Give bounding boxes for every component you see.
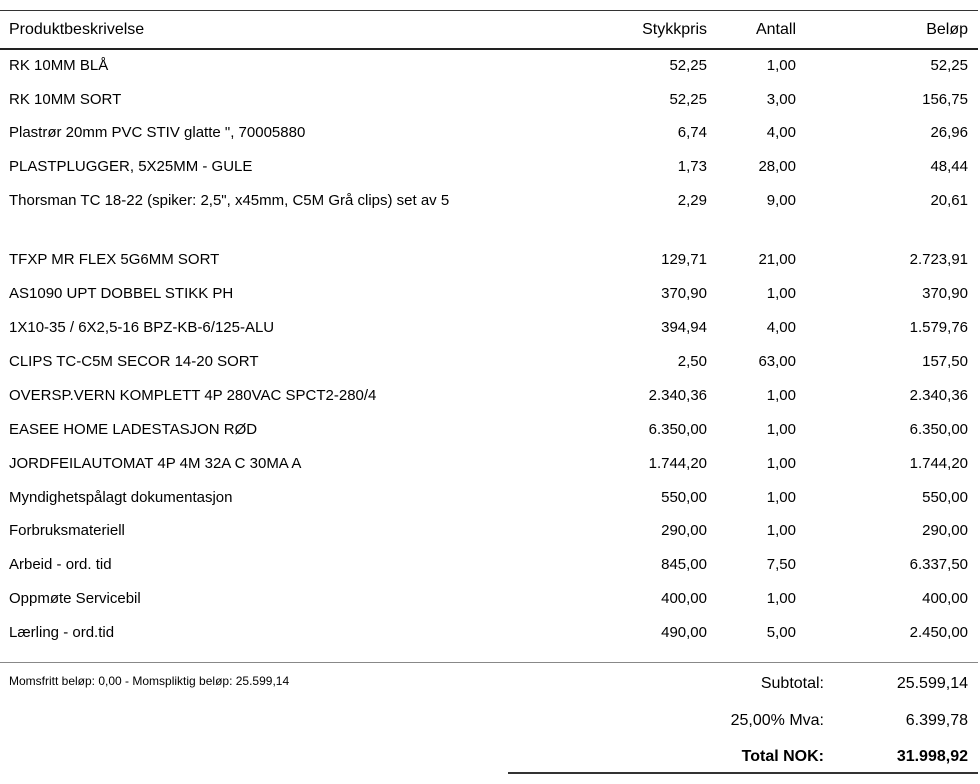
line-amount: 156,75 [922,91,968,108]
line-unit-price: 2.340,36 [648,387,707,404]
line-amount: 2.340,36 [909,387,968,404]
total-value: 31.998,92 [896,748,968,765]
line-quantity: 4,00 [766,124,796,141]
line-quantity: 7,50 [766,556,796,573]
line-amount: 6.350,00 [909,421,968,438]
line-unit-price: 490,00 [661,624,707,641]
subtotal-value: 25.599,14 [896,675,968,692]
line-amount: 1.579,76 [909,319,968,336]
line-unit-price: 1,73 [677,158,707,175]
line-quantity: 1,00 [766,285,796,302]
line-amount: 52,25 [930,57,968,74]
line-description: JORDFEILAUTOMAT 4P 4M 32A C 30MA A [9,455,302,472]
subtotal-label: Subtotal: [760,675,824,692]
line-description: EASEE HOME LADESTASJON RØD [9,421,258,438]
line-quantity: 1,00 [766,455,796,472]
line-quantity: 63,00 [758,353,796,370]
line-description: TFXP MR FLEX 5G6MM SORT [9,251,220,268]
header-description: Produktbeskrivelse [9,21,145,38]
line-quantity: 1,00 [766,522,796,539]
line-unit-price: 129,71 [661,251,707,268]
line-quantity: 1,00 [766,421,796,438]
header-bottom-rule [0,48,978,50]
line-quantity: 3,00 [766,91,796,108]
line-description: RK 10MM SORT [9,91,122,108]
line-description: Thorsman TC 18-22 (spiker: 2,5", x45mm, C5M Grå clips) set av 5 [9,192,450,209]
line-description: CLIPS TC-C5M SECOR 14-20 SORT [9,353,259,370]
line-quantity: 9,00 [766,192,796,209]
line-description: Arbeid - ord. tid [9,556,112,573]
line-unit-price: 400,00 [661,590,707,607]
line-amount: 2.723,91 [909,251,968,268]
line-description: Forbruksmateriell [9,522,125,539]
line-quantity: 21,00 [758,251,796,268]
line-unit-price: 2,29 [677,192,707,209]
line-quantity: 4,00 [766,319,796,336]
line-unit-price: 370,90 [661,285,707,302]
line-unit-price: 550,00 [661,489,707,506]
line-unit-price: 6.350,00 [648,421,707,438]
line-unit-price: 2,50 [677,353,707,370]
footer-rule [0,662,978,663]
line-amount: 26,96 [930,124,968,141]
line-amount: 290,00 [922,522,968,539]
line-amount: 1.744,20 [909,455,968,472]
line-amount: 370,90 [922,285,968,302]
line-amount: 2.450,00 [909,624,968,641]
line-unit-price: 52,25 [669,91,707,108]
line-amount: 6.337,50 [909,556,968,573]
total-label: Total NOK: [741,748,824,765]
total-underline [508,772,978,774]
vat-label: 25,00% Mva: [730,712,824,729]
line-quantity: 28,00 [758,158,796,175]
header-top-rule [0,10,978,11]
line-description: AS1090 UPT DOBBEL STIKK PH [9,285,234,302]
line-amount: 157,50 [922,353,968,370]
line-description: 1X10-35 / 6X2,5-16 BPZ-KB-6/125-ALU [9,319,275,336]
line-quantity: 1,00 [766,590,796,607]
line-description: OVERSP.VERN KOMPLETT 4P 280VAC SPCT2-280/4 [9,387,377,404]
line-quantity: 1,00 [766,387,796,404]
line-unit-price: 394,94 [661,319,707,336]
header-unit-price: Stykkpris [642,21,707,38]
line-unit-price: 1.744,20 [648,455,707,472]
line-description: Oppmøte Servicebil [9,590,141,607]
header-amount: Beløp [926,21,968,38]
line-amount: 48,44 [930,158,968,175]
line-quantity: 1,00 [766,57,796,74]
line-unit-price: 6,74 [677,124,707,141]
line-description: Plastrør 20mm PVC STIV glatte ", 70005880 [9,124,306,141]
line-amount: 550,00 [922,489,968,506]
line-description: Myndighetspålagt dokumentasjon [9,489,233,506]
line-description: Lærling - ord.tid [9,624,115,641]
line-unit-price: 845,00 [661,556,707,573]
vat-basis-note: Momsfritt beløp: 0,00 - Momspliktig beløp: 25.599,14 [9,674,290,688]
vat-value: 6.399,78 [905,712,968,729]
line-description: RK 10MM BLÅ [9,57,109,74]
line-description: PLASTPLUGGER, 5X25MM - GULE [9,158,253,175]
header-quantity: Antall [755,21,796,38]
line-amount: 400,00 [922,590,968,607]
line-quantity: 5,00 [766,624,796,641]
line-quantity: 1,00 [766,489,796,506]
line-unit-price: 52,25 [669,57,707,74]
line-unit-price: 290,00 [661,522,707,539]
line-amount: 20,61 [930,192,968,209]
